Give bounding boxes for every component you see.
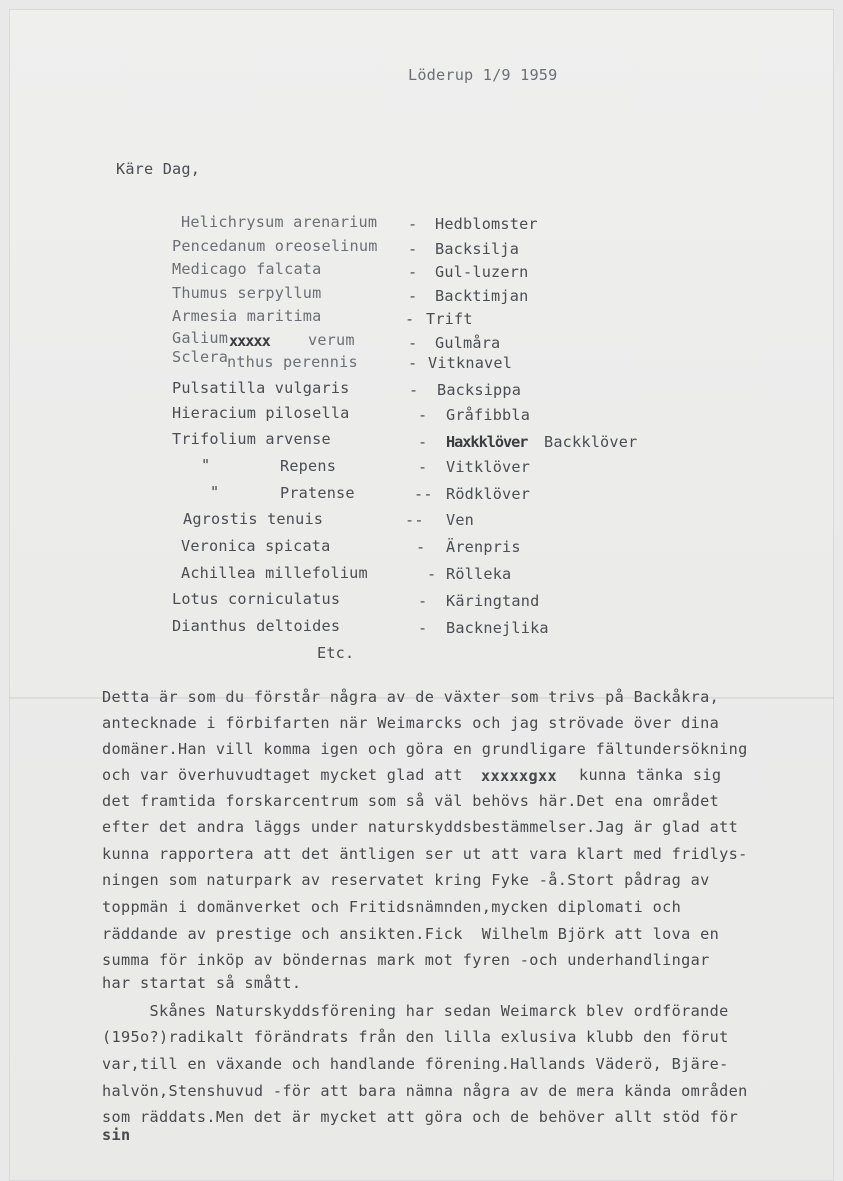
plant-dash: - — [409, 381, 419, 399]
plant-dash: - — [418, 619, 428, 637]
plant-latin: Pratense — [280, 484, 355, 502]
plant-latin: verum — [308, 331, 355, 349]
plant-dash: - — [416, 538, 426, 556]
plant-swedish: Gul-luzern — [435, 263, 529, 281]
plant-swedish: Gulmåra — [435, 334, 501, 352]
body-line: räddande av prestige och ansikten.Fick Wilhelm Björk att lova en — [102, 925, 720, 943]
body-line: ningen som naturpark av reservatet kring Fyke -å.Stort pådrag av — [102, 871, 710, 889]
plant-latin: Lotus corniculatus — [172, 590, 341, 608]
plant-latin: Helichrysum arenarium — [181, 213, 378, 231]
plant-swedish: Backnejlika — [446, 619, 549, 637]
body-line: har startat så smått. — [102, 974, 302, 992]
plant-swedish: Hedblomster — [435, 215, 538, 233]
body-line: var,till en växande och handlande förening.Hallands Väderö, Bjäre- — [102, 1055, 729, 1073]
plant-latin: Armesia maritima — [172, 307, 322, 325]
plant-dash: - — [427, 565, 437, 583]
struck-text: xxxxxgxx — [481, 767, 557, 785]
plant-swedish: Gråfibbla — [446, 406, 531, 424]
plant-dash: - — [408, 334, 418, 352]
plant-dash: - — [408, 215, 418, 233]
body-line: det framtida forskarcentrum som så väl behövs här.Det ena området — [102, 792, 720, 810]
plant-dash: - — [418, 406, 428, 424]
plant-latin: Trifolium arvense — [172, 430, 331, 448]
plant-latin: Veronica spicata — [181, 537, 331, 555]
plant-latin: Galium — [172, 329, 229, 347]
plant-latin: Thumus serpyllum — [172, 284, 322, 302]
dateline: Löderup 1/9 1959 — [408, 66, 558, 84]
body-line: Detta är som du förstår några av de växter som trivs på Backåkra, — [102, 688, 720, 706]
plant-dash: - — [418, 592, 428, 610]
plant-dash: -- — [414, 485, 433, 503]
body-line: efter det andra läggs under naturskyddsbestämmelser.Jag är glad att — [102, 818, 739, 836]
struck-text: sin — [102, 1126, 131, 1144]
plant-swedish: Trift — [426, 310, 473, 328]
body-line: Skånes Naturskyddsförening har sedan Weimarck blev ordförande — [102, 1002, 729, 1020]
plant-latin: Agrostis tenuis — [183, 510, 324, 528]
plant-latin: Hieracium pilosella — [172, 404, 350, 422]
body-line: domäner.Han vill komma igen och göra en grundligare fältundersökning — [102, 740, 748, 758]
ditto-mark: " — [201, 456, 211, 474]
plant-dash: - — [408, 287, 418, 305]
ditto-mark: " — [210, 483, 220, 501]
body-line: halvön,Stenshuvud -för att bara nämna några av de mera kända områden — [102, 1082, 748, 1100]
etc-text: Etc. — [317, 644, 355, 662]
plant-latin: Dianthus deltoides — [172, 617, 341, 635]
plant-latin: Repens — [280, 457, 337, 475]
salutation: Käre Dag, — [116, 160, 201, 178]
plant-dash: - — [408, 354, 418, 372]
plant-dash: - — [405, 310, 415, 328]
plant-latin: Pencedanum oreoselinum — [172, 237, 378, 255]
struck-text: xxxxx — [229, 332, 270, 350]
plant-latin: Achillea millefolium — [181, 564, 368, 582]
plant-dash: - — [408, 263, 418, 281]
body-line: (195o?)radikalt förändrats från den lilla exlusiva klubb den förut — [102, 1028, 729, 1046]
plant-swedish: Rödklöver — [446, 485, 531, 503]
plant-swedish: Ven — [446, 511, 475, 529]
plant-swedish: Ärenpris — [446, 538, 521, 556]
body-line: toppmän i domänverket och Fritidsnämnden,mycken diplomati och — [102, 898, 682, 916]
plant-swedish: Backklöver — [544, 433, 638, 451]
body-text: och var överhuvudtaget mycket glad att — [102, 766, 473, 784]
struck-text: Haxkklöver — [446, 433, 528, 451]
plant-swedish: Backtimjan — [435, 287, 529, 305]
body-line: antecknade i förbifarten när Weimarcks och jag strövade över dina — [102, 714, 720, 732]
plant-latin: nthus perennis — [227, 353, 358, 371]
plant-swedish: Backsilja — [435, 240, 520, 258]
plant-latin: Medicago falcata — [172, 260, 322, 278]
body-line: summa för inköp av böndernas mark mot fyren -och underhandlingar — [102, 951, 710, 969]
plant-swedish: Rölleka — [446, 565, 512, 583]
body-text: kunna tänka sig — [560, 766, 722, 784]
plant-dash: - — [418, 433, 428, 451]
plant-swedish: Vitknavel — [428, 354, 513, 372]
plant-latin: Pulsatilla vulgaris — [172, 379, 350, 397]
plant-swedish: Käringtand — [446, 592, 540, 610]
plant-latin: Sclera — [172, 348, 229, 366]
plant-swedish: Backsippa — [437, 381, 522, 399]
plant-dash: - — [418, 458, 428, 476]
plant-swedish: Vitklöver — [446, 458, 531, 476]
body-line: kunna rapportera att det äntligen ser ut att vara klart med fridlys- — [102, 845, 748, 863]
plant-dash: -- — [405, 511, 424, 529]
plant-dash: - — [408, 240, 418, 258]
body-line: som räddats.Men det är mycket att göra och de behöver allt stöd för — [102, 1108, 739, 1126]
